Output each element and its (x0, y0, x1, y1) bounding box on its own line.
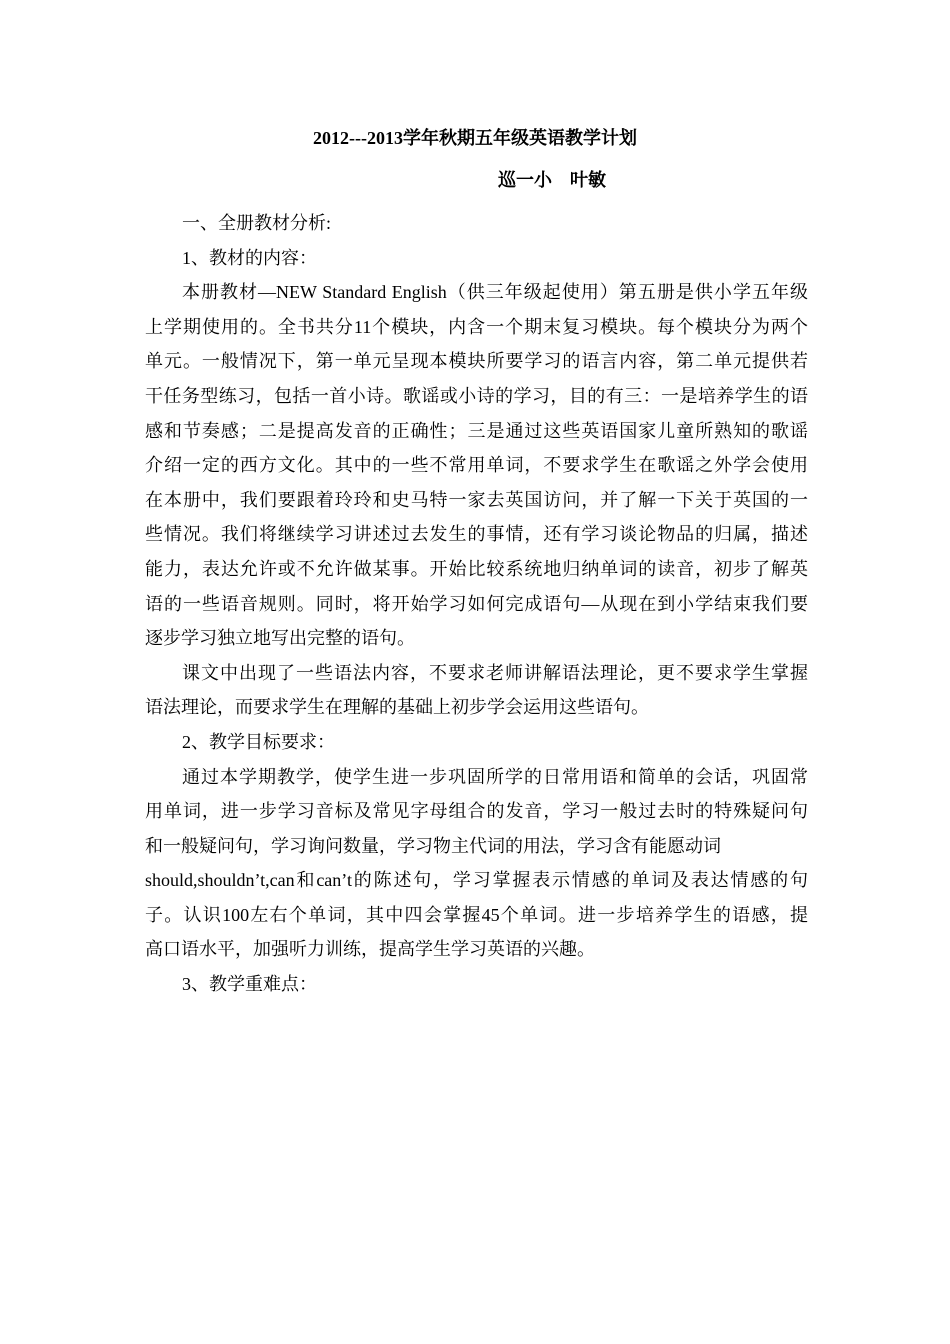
body-text-line: 子。认识100左右个单词，其中四会掌握45个单词。进一步培养学生的语感，提 (145, 904, 808, 925)
body-text-line: 语法理论，而要求学生在理解的基础上初步学会运用这些语句。 (145, 697, 649, 718)
body-text-line: 3、教学重难点： (182, 974, 317, 995)
body-text-line: 一、全册教材分析: (182, 213, 332, 233)
body-text-line: 单元。一般情况下，第一单元呈现本模块所要学习的语言内容，第二单元提供若 (145, 351, 808, 372)
document-author: 巡一小 叶敏 (498, 170, 606, 190)
body-text-line: 介绍一定的西方文化。其中的一些不常用单词，不要求学生在歌谣之外学会使用 (145, 455, 808, 476)
body-text-line: should,shouldn’t,can和can’t的陈述句，学习掌握表示情感的单词及表达情感的句 (145, 870, 808, 891)
body-text-line: 本册教材—NEW Standard English（供三年级起使用）第五册是供小学五年级 (182, 282, 808, 303)
body-text-line: 干任务型练习，包括一首小诗。歌谣或小诗的学习，目的有三：一是培养学生的语 (145, 385, 808, 406)
body-text-line: 语的一些语音规则。同时，将开始学习如何完成语句—从现在到小学结束我们要 (145, 593, 808, 614)
document-title: 2012---2013学年秋期五年级英语教学计划 (313, 128, 637, 148)
body-text-line: 上学期使用的。全书共分11个模块，内含一个期末复习模块。每个模块分为两个 (145, 316, 808, 337)
body-text-line: 和一般疑问句，学习询问数量，学习物主代词的用法，学习含有能愿动词 (145, 835, 721, 856)
body-text-line: 逐步学习独立地写出完整的语句。 (145, 628, 415, 649)
body-text-line: 感和节奏感；二是提高发音的正确性；三是通过这些英语国家儿童所熟知的歌谣 (145, 420, 808, 441)
body-text-line: 些情况。我们将继续学习讲述过去发生的事情，还有学习谈论物品的归属，描述 (145, 524, 808, 545)
body-text-line: 通过本学期教学，使学生进一步巩固所学的日常用语和简单的会话，巩固常 (182, 766, 808, 787)
body-text-line: 能力，表达允许或不允许做某事。开始比较系统地归纳单词的读音，初步了解英 (145, 558, 808, 579)
body-text-line: 2、教学目标要求： (182, 731, 335, 752)
body-text-line: 高口语水平，加强听力训练，提高学生学习英语的兴趣。 (145, 939, 595, 960)
document-body (145, 206, 808, 1002)
body-text-line: 在本册中，我们要跟着玲玲和史马特一家去英国访问，并了解一下关于英国的一 (145, 489, 808, 510)
body-text-line: 课文中出现了一些语法内容，不要求老师讲解语法理论，更不要求学生掌握 (182, 662, 808, 683)
body-text-line: 用单词，进一步学习音标及常见字母组合的发音，学习一般过去时的特殊疑问句 (145, 801, 808, 822)
body-text-line: 1、教材的内容： (182, 247, 317, 268)
